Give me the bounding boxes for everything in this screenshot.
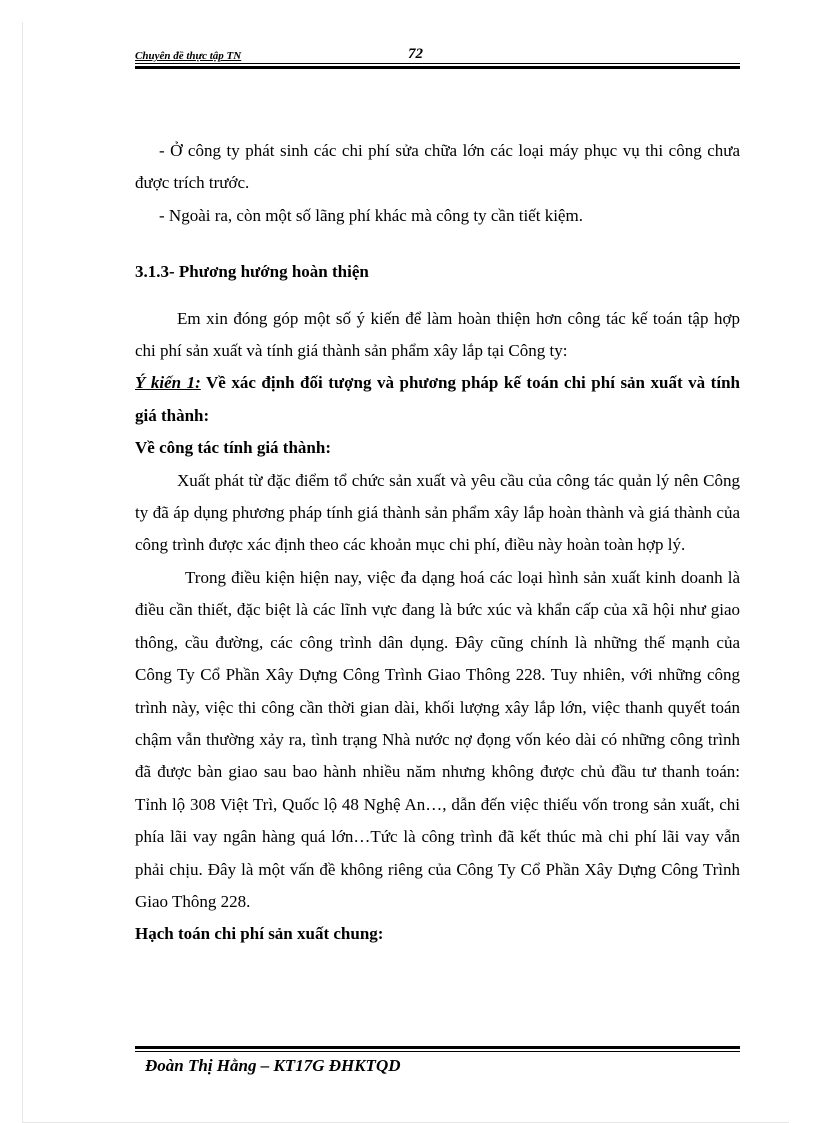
header-rule-thin bbox=[135, 63, 740, 64]
paragraph-5: Trong điều kiện hiện nay, việc đa dạng hoá các loại hình sản xuất kinh doanh là điều cần thiết, đặc biệt là các lĩnh vực đang là bức xúc và khẩn cấp của xã hội như giao thông, cầu đường, các công trình dân dụng. Đây cũng chính là những thế mạnh của Công Ty Cổ Phần Xây Dựng Công Trình Giao Thông 228. Tuy nhiên, với những công trình này, việc thi công cần thời gian dài, khối lượng xây lắp lớn, việc thanh quyết toán chậm vẫn thường xảy ra, tình trạng Nhà nước nợ đọng vốn kéo dài có những công trình đã được bàn giao sau bao hành nhiều năm nhưng không được chủ đầu tư thanh toán: Tỉnh lộ 308 Việt Trì, Quốc lộ 48 Nghệ An…, dẫn đến việc thiếu vốn trong sản xuất, chi phía lãi vay ngân hàng quá lớn…Tức là công trình đã kết thúc mà chi phí lãi vay vẫn phải chịu. Đây là một vấn đề không riêng của Công Ty Cổ Phần Xây Dựng Công Trình Giao Thông 228. bbox=[135, 567, 740, 911]
document-body bbox=[135, 135, 740, 951]
subheading-chi-phi-chung: Hạch toán chi phí sản xuất chung: bbox=[135, 924, 384, 944]
paragraph-3: Em xin đóng góp một số ý kiến để làm hoàn thiện hơn công tác kế toán tập hợp chi phí sản xuất và tính giá thành sản phẩm xây lắp tại Công ty: bbox=[135, 308, 740, 361]
paragraph-1: - Ở công ty phát sinh các chi phí sửa chữa lớn các loại máy phục vụ thi công chưa được trích trước. bbox=[135, 141, 740, 193]
header-title: Chuyên đề thực tập TN bbox=[135, 50, 242, 62]
section-heading: 3.1.3- Phương hướng hoàn thiện bbox=[135, 262, 369, 282]
paragraph-4: Xuất phát từ đặc điểm tổ chức sản xuất và yêu cầu của công tác quản lý nên Công ty đã áp dụng phương pháp tính giá thành sản phẩm xây lắp hoàn thành và giá thành của công trình được xác định theo các khoản mục chi phí, điều này hoàn toàn hợp lý. bbox=[135, 470, 740, 555]
ykien-label: Ý kiến 1: bbox=[135, 373, 201, 393]
paragraph-2: - Ngoài ra, còn một số lãng phí khác mà công ty cần tiết kiệm. bbox=[159, 205, 583, 225]
ykien-text: Về xác định đối tượng và phương pháp kế toán chi phí sản xuất và tính giá thành: bbox=[135, 373, 740, 425]
page-number: 72 bbox=[408, 46, 423, 62]
header-rule-thick bbox=[135, 66, 740, 69]
ykien-heading bbox=[135, 367, 740, 432]
page-header bbox=[135, 46, 740, 68]
footer-rule-thick bbox=[135, 1046, 740, 1049]
footer-author: Đoàn Thị Hằng – KT17G ĐHKTQD bbox=[145, 1056, 401, 1075]
subheading-gia-thanh: Về công tác tính giá thành: bbox=[135, 438, 331, 458]
footer-rule-thin bbox=[135, 1051, 740, 1052]
